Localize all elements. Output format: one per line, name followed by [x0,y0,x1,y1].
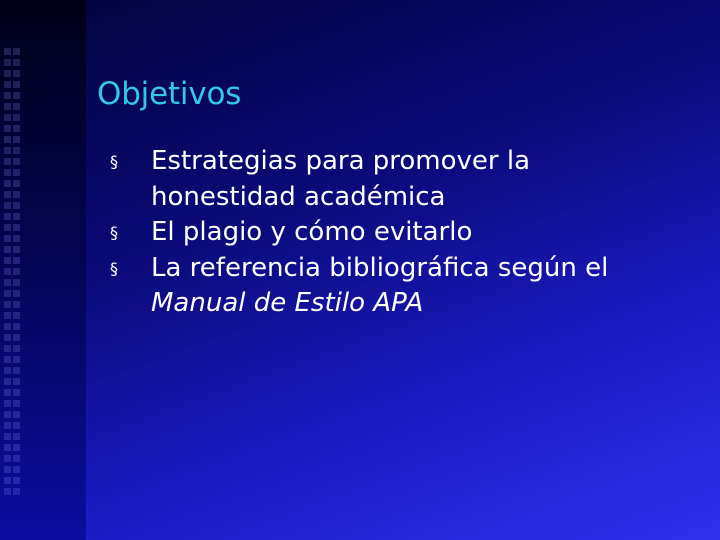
bullet-text-plagiarism: El plagio y cómo evitarlo [151,217,473,247]
manual-title-emphasis: Manual de Estilo APA [151,288,424,318]
bullet-item-strategies [110,144,670,215]
bullet-marker-icon: § [110,223,118,242]
left-decorative-band [0,0,86,540]
bullet-item-plagiarism [110,215,670,251]
bullet-text-reference: La referencia bibliográfica según el [151,252,609,283]
bullet-item-reference [110,251,670,322]
slide-title: Objetivos [97,76,242,112]
bullet-marker-icon: § [110,258,118,278]
decorative-square-column [4,48,20,496]
bullet-marker-icon: § [110,152,118,171]
bullet-text-strategies: Estrategias para promover la honestidad académica [151,146,531,212]
bullet-list [110,144,670,322]
